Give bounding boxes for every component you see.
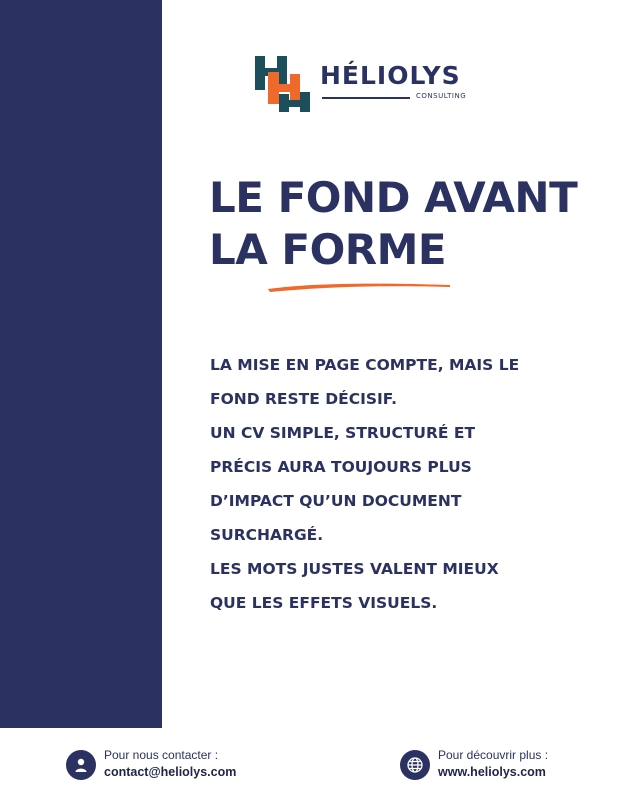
body-line: SURCHARGÉ. (210, 526, 324, 544)
website-link[interactable]: www.heliolys.com (438, 765, 546, 779)
body-line: PRÉCIS AURA TOUJOURS PLUS (210, 458, 472, 476)
sidebar-panel (0, 0, 162, 728)
brand-name: HÉLIOLYS (320, 61, 461, 90)
contact-email-link[interactable]: contact@heliolys.com (104, 765, 237, 779)
page-title (209, 172, 619, 276)
contact-label: Pour nous contacter : (104, 748, 219, 762)
globe-icon (400, 750, 430, 780)
brand-tagline: CONSULTING (416, 92, 467, 100)
body-line: LA MISE EN PAGE COMPTE, MAIS LE (210, 356, 520, 374)
body-paragraph (210, 348, 610, 620)
user-icon (66, 750, 96, 780)
footer-website (400, 748, 600, 784)
title-line-2: LA FORME (209, 225, 447, 274)
body-line: FOND RESTE DÉCISIF. (210, 390, 397, 408)
body-line: D’IMPACT QU’UN DOCUMENT (210, 492, 462, 510)
body-line: LES MOTS JUSTES VALENT MIEUX (210, 560, 499, 578)
brand-divider (322, 97, 410, 99)
body-line: UN CV SIMPLE, STRUCTURÉ ET (210, 424, 476, 442)
footer-contact (66, 748, 286, 784)
brand-logo (254, 54, 474, 114)
body-line: QUE LES EFFETS VISUELS. (210, 594, 438, 612)
website-label: Pour découvrir plus : (438, 748, 549, 762)
brush-underline (266, 278, 452, 294)
logo-mark-icon (254, 54, 312, 112)
title-line-1: LE FOND AVANT (209, 173, 578, 222)
